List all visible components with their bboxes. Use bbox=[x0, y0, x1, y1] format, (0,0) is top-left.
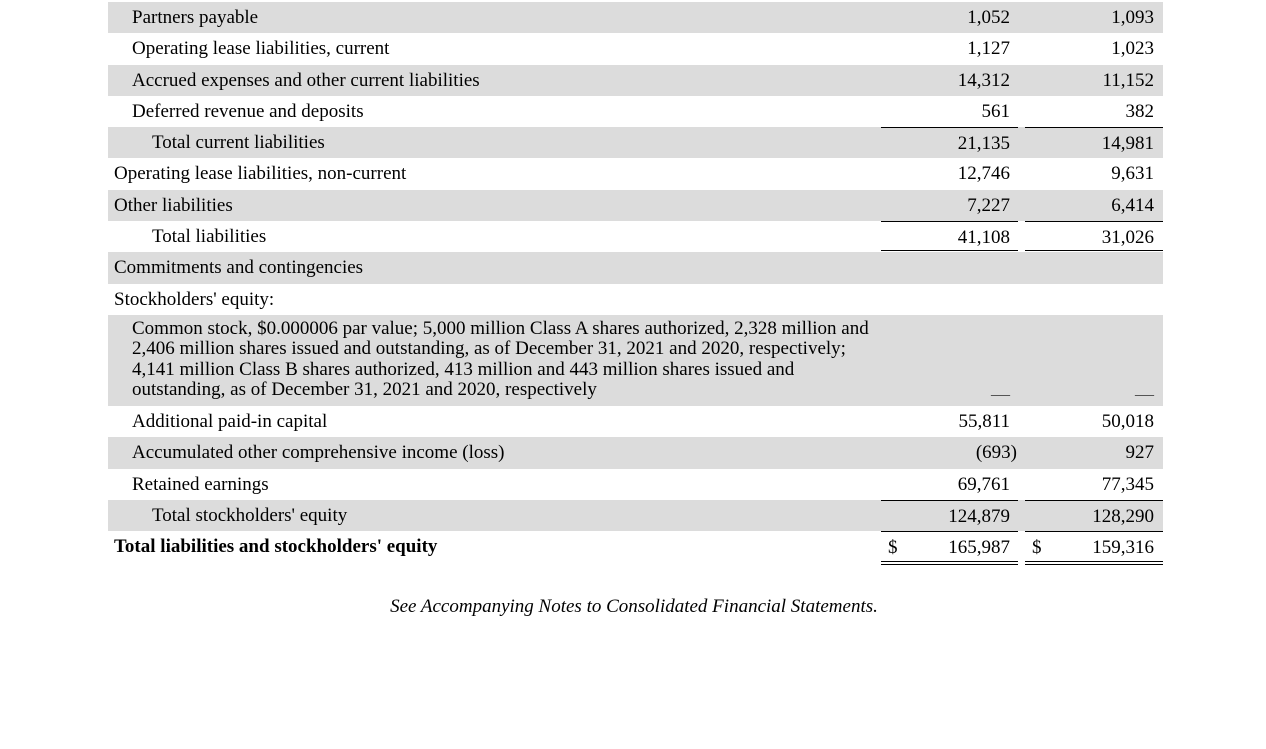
value-2020: 128,290 bbox=[1092, 505, 1154, 527]
value-2021: 1,052 bbox=[967, 7, 1010, 28]
table-row bbox=[108, 96, 1163, 127]
value-2020-cell bbox=[1025, 500, 1163, 532]
row-label: Operating lease liabilities, current bbox=[132, 38, 390, 60]
value-2021-cell bbox=[881, 469, 1018, 500]
value-2021-cell bbox=[881, 406, 1018, 437]
value-2021: — bbox=[991, 383, 1010, 405]
row-label: Total stockholders' equity bbox=[152, 504, 348, 526]
table-row bbox=[108, 2, 1163, 33]
table-row-subtotal bbox=[108, 127, 1163, 158]
value-2020-cell bbox=[1025, 531, 1163, 560]
value-2020-cell bbox=[1025, 190, 1163, 221]
value-2020-cell bbox=[1025, 406, 1163, 437]
value-2021-cell bbox=[881, 2, 1018, 33]
value-2020: 6,414 bbox=[1111, 194, 1154, 216]
value-2021-cell bbox=[881, 500, 1018, 532]
value-2021-cell bbox=[881, 158, 1018, 189]
footnote bbox=[0, 596, 1266, 618]
table-row bbox=[108, 252, 1163, 283]
value-2021-cell bbox=[881, 190, 1018, 221]
row-label: Accrued expenses and other current liabilities bbox=[132, 69, 480, 91]
row-label: Retained earnings bbox=[132, 473, 269, 495]
value-2020: 77,345 bbox=[1101, 473, 1154, 495]
value-2020: 14,981 bbox=[1101, 133, 1154, 155]
value-2021: 561 bbox=[981, 100, 1010, 122]
currency-symbol: $ bbox=[1032, 537, 1042, 559]
value-2021-cell bbox=[881, 127, 1018, 159]
value-2020-cell bbox=[1025, 65, 1163, 96]
table-row bbox=[108, 469, 1163, 500]
value-2021-cell bbox=[881, 33, 1018, 64]
table-row-grand-total bbox=[108, 531, 1163, 562]
row-label: Total current liabilities bbox=[152, 132, 325, 154]
table-row-subtotal bbox=[108, 221, 1163, 252]
value-2021-cell bbox=[881, 65, 1018, 96]
value-2021: 7,227 bbox=[967, 194, 1010, 216]
table-row bbox=[108, 190, 1163, 221]
value-2020-cell bbox=[1025, 2, 1163, 33]
table-row bbox=[108, 406, 1163, 437]
table-row bbox=[108, 284, 1163, 315]
value-2020-cell bbox=[1025, 127, 1163, 159]
footnote-text: See Accompanying Notes to Consolidated Financial Statements. bbox=[390, 596, 878, 617]
value-2020: 11,152 bbox=[1102, 69, 1154, 91]
value-2020-cell bbox=[1025, 33, 1163, 64]
table-row bbox=[108, 33, 1163, 64]
table-row bbox=[108, 315, 1163, 406]
value-2021: 69,761 bbox=[957, 473, 1010, 495]
value-2021-cell bbox=[881, 96, 1018, 127]
value-2021: 55,811 bbox=[958, 410, 1010, 432]
row-label: Accumulated other comprehensive income (loss) bbox=[132, 442, 505, 464]
row-label: Common stock, $0.000006 par value; 5,000 million Class A shares authorized, 2,328 million and 2,406 million shares issued and outstanding, as of December 31, 2021 and 2020, respectively; 4,141 million Class B shares authorized, 413 million and 443 million shares issued and outstanding, as of December 31, 2021 and 2020, respectively bbox=[132, 317, 869, 401]
value-2020: 159,316 bbox=[1092, 537, 1154, 559]
value-2021: 12,746 bbox=[957, 163, 1010, 185]
value-2020-cell bbox=[1025, 469, 1163, 500]
table-row bbox=[108, 158, 1163, 189]
row-label: Total liabilities and stockholders' equity bbox=[114, 536, 438, 558]
value-2021-cell bbox=[881, 437, 1018, 468]
row-label: Partners payable bbox=[132, 7, 259, 28]
value-2021-cell bbox=[881, 315, 1018, 406]
value-2021-cell bbox=[881, 221, 1018, 251]
value-2020: 1,023 bbox=[1111, 38, 1154, 60]
table-row bbox=[108, 65, 1163, 96]
row-label: Additional paid-in capital bbox=[132, 410, 328, 432]
value-2020-cell bbox=[1025, 96, 1163, 127]
value-2020-cell bbox=[1025, 437, 1163, 468]
value-2021: 1,127 bbox=[967, 38, 1010, 60]
row-label: Total liabilities bbox=[152, 226, 267, 248]
value-2021: 21,135 bbox=[957, 133, 1010, 155]
table-row-subtotal bbox=[108, 500, 1163, 531]
row-label: Operating lease liabilities, non-current bbox=[114, 163, 407, 185]
value-2021: 14,312 bbox=[957, 69, 1010, 91]
value-2020: — bbox=[1135, 383, 1154, 405]
value-2021: 41,108 bbox=[957, 227, 1010, 249]
value-2020: 1,093 bbox=[1111, 7, 1154, 28]
value-2020: 50,018 bbox=[1101, 410, 1154, 432]
value-2020: 31,026 bbox=[1101, 227, 1154, 249]
balance-sheet-table bbox=[108, 2, 1163, 562]
row-label: Deferred revenue and deposits bbox=[132, 100, 364, 122]
value-2021: 124,879 bbox=[948, 505, 1010, 527]
value-2020: 382 bbox=[1125, 100, 1154, 122]
table-row bbox=[108, 437, 1163, 468]
value-2020-cell bbox=[1025, 221, 1163, 251]
value-2020-cell bbox=[1025, 315, 1163, 406]
value-2020: 927 bbox=[1125, 442, 1154, 464]
value-2020-cell bbox=[1025, 158, 1163, 189]
value-2021: 165,987 bbox=[948, 537, 1010, 559]
row-label: Other liabilities bbox=[114, 194, 233, 216]
value-2021-cell bbox=[881, 531, 1018, 560]
row-label: Stockholders' equity: bbox=[114, 288, 275, 310]
value-2021: (693) bbox=[975, 442, 1017, 464]
value-2020: 9,631 bbox=[1111, 163, 1154, 185]
row-label: Commitments and contingencies bbox=[114, 257, 364, 279]
currency-symbol: $ bbox=[888, 537, 898, 559]
